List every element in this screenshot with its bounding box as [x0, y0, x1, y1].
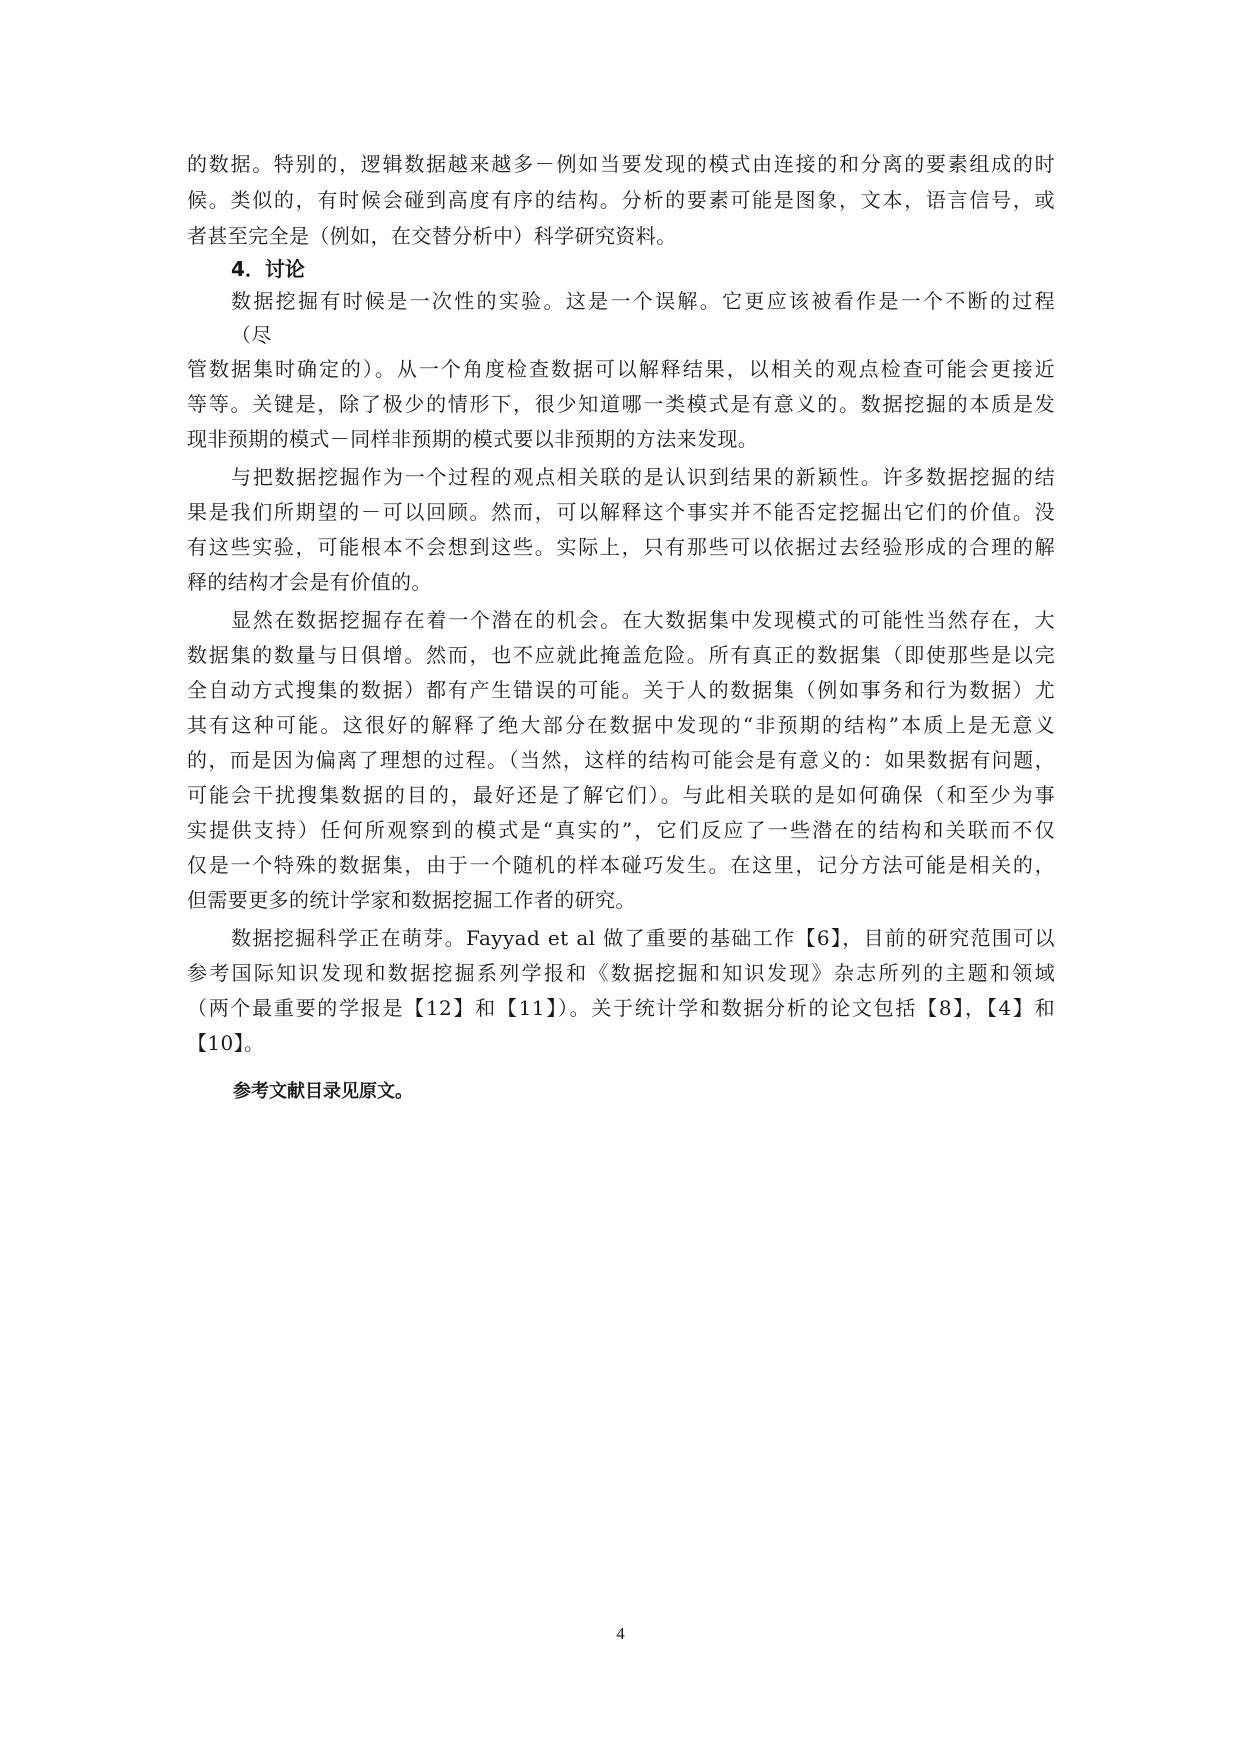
- paragraph-line: 释的结构才会是有价值的。: [187, 570, 432, 594]
- paragraph-line: 数据集的数量与日俱增。然而，也不应就此掩盖危险。所有真正的数据集（即使那些是以完: [187, 643, 1055, 667]
- paragraph-line: 全自动方式搜集的数据）都有产生错误的可能。关于人的数据集（例如事务和行为数据）尤: [187, 678, 1055, 702]
- paragraph-line: 的，而是因为偏离了理想的过程。（当然，这样的结构可能会是有意义的：如果数据有问题，: [187, 748, 1055, 772]
- paragraph-line: 数据挖掘科学正在萌芽。Fayyad et al 做了重要的基础工作【6】，目前的研究范围可以: [231, 926, 1055, 950]
- paragraph-line: 管数据集时确定的）。从一个角度检查数据可以解释结果，以相关的观点检查可能会更接近: [187, 357, 1055, 381]
- paragraph-line: 其有这种可能。这很好的解释了绝大部分在数据中发现的“非预期的结构”本质上是无意义: [187, 713, 1055, 737]
- paragraph-line: 实提供支持）任何所观察到的模式是“真实的”，它们反应了一些潜在的结构和关联而不仅: [187, 818, 1055, 842]
- paragraph-line: 现非预期的模式－同样非预期的模式要以非预期的方法来发现。: [187, 427, 759, 451]
- paragraph-line: （两个最重要的学报是【12】和【11】）。关于统计学和数据分析的论文包括【8】，【4】和: [187, 996, 1055, 1020]
- paragraph-line: 但需要更多的统计学家和数据挖掘工作者的研究。: [187, 888, 636, 912]
- paragraph-line: 仅是一个特殊的数据集，由于一个随机的样本碰巧发生。在这里，记分方法可能是相关的，: [187, 853, 1055, 877]
- paragraph-line: （尽: [231, 323, 272, 347]
- paragraph-line: 数据挖掘有时候是一次性的实验。这是一个误解。它更应该被看作是一个不断的过程: [231, 289, 1055, 313]
- paragraph-line: 可能会干扰搜集数据的目的，最好还是了解它们）。与此相关联的是如何确保（和至少为事: [187, 783, 1055, 807]
- paragraph-line: 显然在数据挖掘存在着一个潜在的机会。在大数据集中发现模式的可能性当然存在，大: [231, 608, 1055, 632]
- paragraph-line: 【10】。: [187, 1031, 265, 1055]
- paragraph-line: 参考国际知识发现和数据挖掘系列学报和《数据挖掘和知识发现》杂志所列的主题和领域: [187, 961, 1055, 985]
- paragraph-line: 者甚至完全是（例如，在交替分析中）科学研究资料。: [187, 224, 677, 248]
- page-number: 4: [616, 1624, 625, 1643]
- reference-note: 参考文献目录见原文。: [233, 1081, 413, 1102]
- paragraph-line: 果是我们所期望的－可以回顾。然而，可以解释这个事实并不能否定挖掘出它们的价值。没: [187, 500, 1055, 524]
- paragraph-line: 有这些实验，可能根本不会想到这些。实际上，只有那些可以依据过去经验形成的合理的解: [187, 535, 1055, 559]
- section-heading: 4．讨论: [231, 257, 305, 281]
- paragraph-line: 与把数据挖掘作为一个过程的观点相关联的是认识到结果的新颖性。许多数据挖掘的结: [231, 465, 1055, 489]
- paragraph-line: 的数据。特别的，逻辑数据越来越多－例如当要发现的模式由连接的和分离的要素组成的时: [187, 152, 1055, 176]
- paragraph-line: 候。类似的，有时候会碰到高度有序的结构。分析的要素可能是图象，文本，语言信号，或: [187, 188, 1055, 212]
- paragraph-line: 等等。关键是，除了极少的情形下，很少知道哪一类模式是有意义的。数据挖掘的本质是发: [187, 392, 1055, 416]
